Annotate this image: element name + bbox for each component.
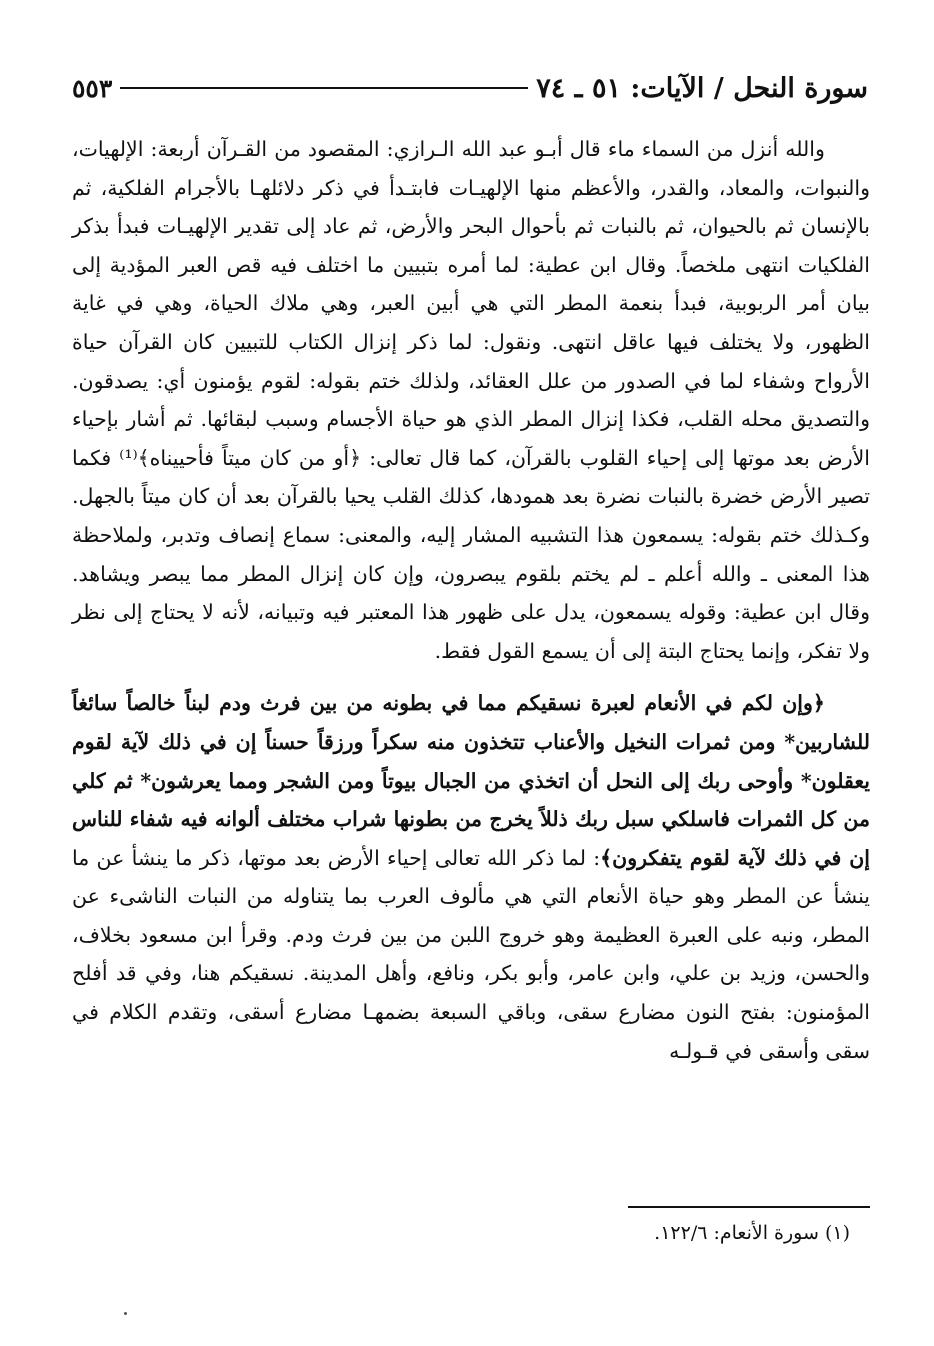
scan-speck bbox=[124, 1312, 127, 1315]
footnote-rule bbox=[628, 1206, 870, 1208]
header-rule bbox=[120, 87, 528, 89]
footnote: (١) سورة الأنعام: ١٢٢/٦. bbox=[654, 1222, 850, 1244]
commentary-paragraph-2: : لما ذكر الله تعالى إحياء الأرض بعد موتها، ذكر ما ينشأ عن ما ينشأ عن المطر وهو حياة الأنعام التي هي مألوف العرب بما يتناوله من النبات الناشىء عن المطر، ونبه على العبرة العظيمة وهو خروج اللبن من بين فرث ودم. وقرأ ابن مسعود بخلاف، والحسن، وزيد بن علي، وابن عامر، وأبو بكر، ونافع، وأهل المدينة. نسقيكم هنا، وفي قد أفلح المؤمنون: بفتح النون مضارع سقى، وباقي السبعة بضمهـا مضارع أسقى، وتقدم الكلام في سقى وأسقى في قـولـه bbox=[72, 845, 870, 1063]
page-body bbox=[72, 130, 870, 1070]
commentary-paragraph-1: والله أنزل من السماء ماء قال أبـو عبد الله الـرازي: المقصود من القـرآن أربعة: الإلهيات، والنبوات، والمعاد، والقدر، والأعظم منها الإلهيـات فابتـدأ في ذكر دلائلهـا بالأجرام الفلكية، ثم بالإنسان ثم بالحيوان، ثم بالنبات ثم بأحوال البحر والأرض، ثم عاد إلى تقدير الإلهيـات فبدأ بذكر الفلكيات انتهى ملخصاً. وقال ابن عطية: لما أمره بتبيين ما اختلف فيه قص العبر المؤدية إلى بيان أمر الربوبية، فبدأ بنعمة المطر التي هي أبين العبر، وهي ملاك الحياة، وهي في غاية الظهور، ولا يختلف فيها عاقل انتهى. ونقول: لما ذكر إنزال الكتاب للتبيين كان القرآن حياة الأرواح وشفاء لما في الصدور من علل العقائد، ولذلك ختم بقوله: لقوم يؤمنون أي: يصدقون. والتصديق محله القلب، فكذا إنزال المطر الذي هو حياة الأجسام وسبب لبقائها. ثم أشار بإحياء الأرض بعد موتها إلى إحياء القلوب بالقرآن، كما قال تعالى: ﴿أو من كان ميتاً فأحييناه﴾⁽¹⁾ فكما تصير الأرض خضرة بالنبات نضرة بعد همودها، كذلك القلب يحيا بالقرآن بعد أن كان ميتاً بالجهل. وكـذلك ختم بقوله: يسمعون هذا التشبيه المشار إليه، والمعنى: سماع إنصاف وتدبر، ولملاحظة هذا المعنى ـ والله أعلم ـ لم يختم بلقوم يبصرون، وإن كان إنزال المطر مما يبصر ويشاهد. وقال ابن عطية: وقوله يسمعون، يدل على ظهور هذا المعتبر فيه وتبيانه، لأنه لا يحتاج إلى نظر ولا تفكر، وإنما يحتاج البتة إلى أن يسمع القول فقط. bbox=[72, 137, 870, 663]
page-header bbox=[72, 68, 868, 108]
running-title: سورة النحل / الآيات: ٥١ ـ ٧٤ bbox=[536, 72, 868, 104]
quranic-verse-block bbox=[72, 684, 870, 1070]
verse-text: ﴿وإن لكم في الأنعام لعبرة نسقيكم مما في بطونه من بين فرث ودم لبناً خالصاً سائغاً للشاربين* ومن ثمرات النخيل والأعناب تتخذون منه سكراً ورزقاً حسناً إن في ذلك لآية لقوم يعقلون* وأوحى ربك إلى النحل أن اتخذي من الجبال بيوتاً ومن الشجر ومما يعرشون* ثم كلي من كل الثمرات فاسلكي سبل ربك ذللاً يخرج من بطونها شراب مختلف ألوانه فيه شفاء للناس إن في ذلك لآية لقوم يتفكرون﴾ bbox=[72, 691, 870, 870]
page-number: ٥٥٣ bbox=[72, 73, 113, 103]
